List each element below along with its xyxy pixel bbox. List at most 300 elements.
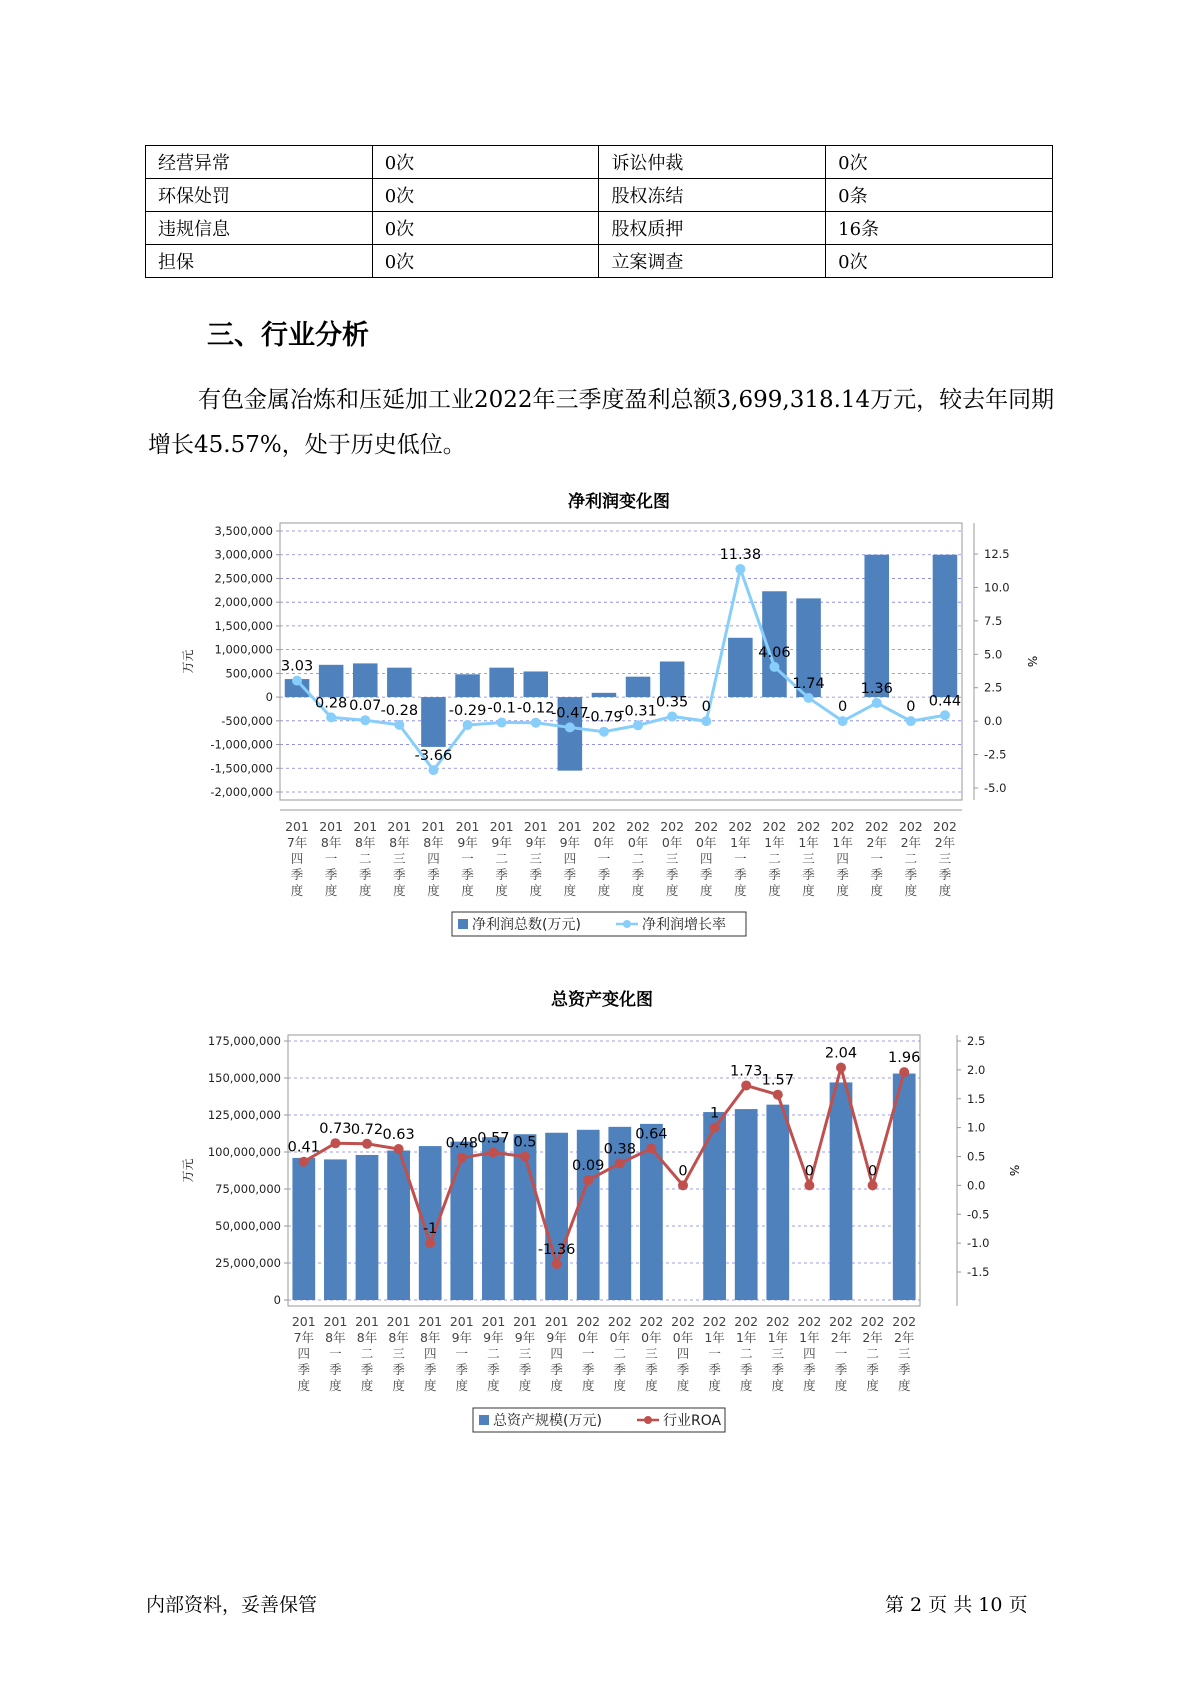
data-label: 0: [906, 699, 916, 716]
x-axis-category-label: [418, 1314, 442, 1393]
right-axis-tick-label: 1.0: [967, 1120, 986, 1135]
table-cell: 0次: [826, 146, 1053, 179]
line-point: [906, 716, 916, 726]
bar: [592, 693, 617, 697]
x-axis-category-label-line: 四: [676, 1346, 690, 1361]
data-label: 0: [701, 699, 711, 716]
x-axis-category-label: [353, 819, 377, 898]
x-axis-category-label-line: 202: [829, 1314, 853, 1329]
x-axis-category-label-line: 202: [765, 1314, 790, 1329]
line-point: [868, 1180, 878, 1190]
right-axis-tick-label: -2.5: [984, 747, 1007, 762]
x-axis-category-label-line: 201: [557, 819, 582, 834]
x-axis-category-label-line: 2年: [934, 835, 956, 850]
x-axis-category-label-line: 8年: [388, 1330, 409, 1345]
x-axis-category-label: [456, 819, 480, 898]
legend-line-marker: [623, 920, 631, 928]
x-axis-category-label-line: 201: [319, 819, 344, 834]
x-axis-category-label-line: 1年: [832, 835, 853, 850]
x-axis-category-label-line: 度: [870, 883, 884, 898]
x-axis-category-label-line: 202: [797, 1314, 822, 1329]
data-label: 1: [709, 1105, 720, 1122]
x-axis-category-label-line: 季: [771, 1362, 785, 1377]
x-axis-category-label-line: 一: [455, 1346, 469, 1361]
line-point: [394, 1144, 404, 1154]
x-axis-category-label-line: 8年: [423, 835, 444, 850]
x-axis-category-label: [450, 1314, 474, 1393]
x-axis-category-label-line: 一: [708, 1346, 721, 1361]
x-axis-category-label-line: 季: [870, 867, 884, 882]
table-cell: 经营异常: [146, 146, 373, 179]
x-axis-category-label-line: 二: [495, 851, 508, 866]
analysis-paragraph-text: 有色金属冶炼和压延加工业2022年三季度盈利总额3,699,318.14万元，较去年同期增长45.57%，处于历史低位。: [148, 387, 1055, 458]
x-axis-category-label: [524, 819, 548, 898]
bar: [577, 1130, 600, 1300]
x-axis-category-label-line: 度: [550, 1378, 563, 1393]
x-axis-category-label-line: 201: [387, 819, 412, 834]
table-cell: 0条: [826, 179, 1053, 212]
x-axis-category-label-line: 三: [802, 851, 815, 866]
bar: [387, 668, 412, 697]
x-axis-category-label: [829, 1314, 853, 1393]
x-axis-category-label-line: 202: [592, 819, 616, 834]
bar: [319, 665, 344, 697]
x-axis-category-label: [797, 1314, 821, 1393]
left-axis-tick-label: 3,000,000: [214, 547, 273, 562]
x-axis-category-label-line: 8年: [389, 835, 410, 850]
x-axis-category-label-line: 季: [866, 1362, 879, 1377]
x-axis-category-label-line: 0年: [696, 835, 717, 850]
left-axis-tick-label: 500,000: [225, 666, 273, 681]
x-axis-category-label-line: 度: [613, 1378, 627, 1393]
line-point: [599, 727, 609, 737]
x-axis-category-label: [639, 1314, 663, 1393]
x-axis-category-label-line: 202: [660, 819, 685, 834]
legend-line-marker: [644, 1416, 652, 1424]
table-cell: 0次: [826, 245, 1053, 278]
line-point: [531, 718, 541, 728]
x-axis-category-label-line: 201: [455, 819, 480, 834]
data-label: 0: [867, 1163, 878, 1180]
line-point: [520, 1152, 530, 1162]
bar: [292, 1158, 315, 1300]
x-axis-category-label-line: 度: [329, 1378, 342, 1393]
x-axis-category-label-line: 季: [897, 1362, 911, 1377]
data-label: 0.5: [513, 1134, 537, 1151]
line-point: [565, 722, 575, 732]
x-axis-category-label-line: 季: [904, 867, 918, 882]
x-axis-category-label-line: 0年: [672, 1330, 694, 1345]
data-label: -0.29: [448, 703, 487, 720]
plot-area-border: [280, 523, 962, 800]
x-axis-category-label-line: 季: [836, 867, 849, 882]
bar: [933, 555, 958, 697]
data-label: -1: [422, 1221, 438, 1238]
x-axis-category-label-line: 201: [285, 819, 309, 834]
x-axis-category-label-line: 202: [796, 819, 821, 834]
x-axis-category-label: [545, 1314, 569, 1393]
x-axis-category-label: [481, 1314, 505, 1393]
x-axis-category-label-line: 季: [631, 867, 645, 882]
right-axis-tick-label: 5.0: [984, 647, 1003, 662]
bar: [626, 677, 651, 697]
x-axis-category-label: [285, 819, 309, 898]
right-axis-tick-label: 1.5: [967, 1091, 986, 1106]
table-cell: 0次: [372, 146, 599, 179]
x-axis-category-label-line: 一: [597, 851, 611, 866]
data-label: 2.04: [824, 1045, 858, 1062]
line-point: [646, 1143, 656, 1153]
bar: [735, 1109, 758, 1300]
x-axis-category-label-line: 季: [734, 867, 747, 882]
x-axis-category-label-line: 季: [768, 867, 781, 882]
x-axis-category-label-line: 度: [699, 883, 713, 898]
x-axis-category-label-line: 1年: [735, 1330, 757, 1345]
table-cell: 立案调查: [599, 245, 826, 278]
left-axis-tick-label: 2,000,000: [214, 595, 273, 610]
x-axis-category-label: [892, 1314, 916, 1393]
x-axis-category-label-line: 四: [423, 1346, 437, 1361]
left-axis-tick-label: 0: [265, 690, 273, 705]
x-axis-category-label-line: 度: [665, 883, 679, 898]
x-axis-category-label-line: 季: [529, 867, 543, 882]
data-label: -0.28: [380, 702, 419, 719]
x-axis-category-label-line: 度: [358, 883, 372, 898]
x-axis-category-label-line: 季: [581, 1362, 595, 1377]
line-point: [326, 712, 336, 722]
x-axis-category-label-line: 202: [607, 1314, 632, 1329]
x-axis-category-label-line: 9年: [546, 1330, 567, 1345]
table-cell: 环保处罚: [146, 179, 373, 212]
line-point: [667, 711, 677, 721]
x-axis-category-label-line: 1年: [704, 1330, 725, 1345]
line-point: [773, 1090, 783, 1100]
x-axis-category-label-line: 季: [708, 1362, 721, 1377]
x-axis-category-label-line: 三: [392, 1346, 405, 1361]
x-axis-category-label-line: 202: [626, 819, 650, 834]
line-point: [633, 720, 643, 730]
bar: [455, 674, 480, 697]
bar: [545, 1133, 568, 1300]
x-axis-category-label-line: 201: [449, 1314, 474, 1329]
footer-page-number: 第 2 页 共 10 页: [885, 1594, 1028, 1616]
right-axis-tick-label: 2.0: [967, 1062, 986, 1077]
x-axis-category-label-line: 202: [860, 1314, 885, 1329]
x-axis-category-label-line: 0年: [593, 835, 615, 850]
x-axis-category-label-line: 9年: [457, 835, 478, 850]
legend-line-label: 行业ROA: [663, 1413, 722, 1429]
x-axis-category-label-line: 季: [803, 1362, 816, 1377]
x-axis-category-label-line: 0年: [577, 1330, 599, 1345]
data-label: 0.38: [603, 1141, 636, 1158]
x-axis-category-label: [355, 1314, 379, 1393]
x-axis-category-label-line: 202: [892, 1314, 917, 1329]
x-axis-category-label-line: 度: [771, 1378, 785, 1393]
x-axis-category-label-line: 四: [550, 1346, 563, 1361]
x-axis-category-label-line: 度: [597, 883, 611, 898]
data-label: 0.35: [656, 694, 689, 711]
x-axis-category-label: [490, 819, 514, 898]
x-axis-category-label-line: 度: [563, 883, 577, 898]
left-axis-tick-label: -2,000,000: [210, 785, 273, 799]
right-axis-tick-label: 2.5: [967, 1034, 986, 1048]
legend-line-label: 净利润增长率: [642, 917, 726, 933]
x-axis-category-label-line: 季: [563, 867, 577, 882]
x-axis-category-label-line: 季: [518, 1362, 532, 1377]
x-axis-category-label-line: 季: [597, 867, 611, 882]
x-axis-category-label: [728, 819, 752, 898]
x-axis-category-label-line: 1年: [764, 835, 785, 850]
right-axis-tick-label: 0.0: [984, 714, 1003, 729]
data-label: 1.57: [761, 1072, 794, 1089]
x-axis-category-label-line: 度: [518, 1378, 532, 1393]
x-axis-category-label-line: 度: [836, 883, 849, 898]
data-label: -0.1: [487, 700, 516, 717]
x-axis-category-label-line: 四: [427, 851, 440, 866]
x-axis-category-label-line: 0年: [641, 1330, 662, 1345]
x-axis-category-label-line: 度: [904, 883, 918, 898]
x-axis-category-label: [323, 1314, 347, 1393]
data-label: 1.36: [860, 680, 893, 697]
x-axis-category-label-line: 度: [631, 883, 645, 898]
data-label: 0.57: [477, 1130, 510, 1147]
x-axis-category-label-line: 度: [423, 1378, 437, 1393]
section-heading: 三、行业分析: [207, 320, 369, 351]
line-point: [583, 1175, 593, 1185]
left-axis-tick-label: 75,000,000: [215, 1182, 281, 1196]
x-axis-category-label-line: 度: [866, 1378, 879, 1393]
x-axis-category-label-line: 9年: [514, 1330, 536, 1345]
x-axis-category-label-line: 度: [529, 883, 543, 898]
bar: [421, 697, 446, 747]
line-point: [463, 720, 473, 730]
data-label: -0.79: [585, 709, 623, 726]
data-label: -3.66: [414, 748, 453, 765]
legend-bar-label: 总资产规模(万元): [493, 1413, 602, 1429]
left-axis-tick-label: 1,500,000: [214, 618, 273, 633]
right-axis-title: %: [1025, 655, 1039, 668]
x-axis-category-label: [797, 819, 821, 898]
table-row: [146, 212, 1053, 245]
left-axis-tick-label: 0: [273, 1293, 281, 1307]
x-axis-category-label-line: 202: [639, 1314, 664, 1329]
x-axis-category-label: [766, 1314, 790, 1393]
x-axis-category-label-line: 9年: [483, 1330, 504, 1345]
x-axis-category-label: [831, 819, 855, 898]
x-axis-category-label-line: 一: [581, 1346, 595, 1361]
x-axis-category-label: [422, 819, 446, 898]
data-label: 0: [678, 1163, 688, 1180]
x-axis-category-label-line: 度: [290, 883, 304, 898]
x-axis-category-label-line: 季: [455, 1362, 469, 1377]
table-cell: 0次: [372, 245, 599, 278]
x-axis-category-label-line: 季: [329, 1362, 342, 1377]
x-axis-category-label-line: 202: [702, 1314, 727, 1329]
table-cell: 0次: [372, 212, 599, 245]
left-axis-tick-label: 1,000,000: [214, 642, 273, 657]
right-axis-tick-label: 0.5: [967, 1149, 986, 1164]
x-axis-category-label-line: 度: [360, 1378, 374, 1393]
data-label: 0.44: [928, 693, 962, 710]
data-label: 1.74: [792, 675, 825, 692]
data-label: 0.64: [635, 1126, 668, 1143]
data-label: -1.36: [537, 1241, 576, 1258]
x-axis-category-label-line: 9年: [525, 835, 546, 850]
risk-summary-table: [145, 145, 1053, 278]
x-axis-category-label-line: 201: [513, 1314, 537, 1329]
right-axis-title: %: [1007, 1164, 1021, 1177]
line-point: [457, 1153, 467, 1163]
x-axis-category-label-line: 一: [870, 851, 884, 866]
right-axis-tick-label: 7.5: [984, 613, 1003, 628]
x-axis-category-label-line: 度: [461, 883, 474, 898]
x-axis-category-label-line: 201: [418, 1314, 443, 1329]
line-point: [360, 715, 370, 725]
x-axis-category-label-line: 201: [386, 1314, 411, 1329]
data-label: 1.96: [888, 1050, 921, 1067]
x-axis-category-label-line: 202: [864, 819, 889, 834]
x-axis-category-label-line: 201: [421, 819, 446, 834]
data-label: 4.06: [758, 644, 791, 661]
table-row: [146, 179, 1053, 212]
x-axis-category-label-line: 1年: [767, 1330, 789, 1345]
line-point: [836, 1063, 846, 1073]
bar: [450, 1142, 473, 1300]
x-axis-category-label-line: 度: [495, 883, 508, 898]
line-point: [804, 1180, 814, 1190]
left-axis-title: 万元: [181, 649, 195, 674]
total-assets-chart: [0, 990, 1191, 1470]
x-axis-category-label-line: 8年: [355, 835, 376, 850]
left-axis-tick-label: 25,000,000: [215, 1256, 281, 1270]
data-label: 0.41: [287, 1139, 320, 1156]
x-axis-category-label-line: 四: [803, 1346, 816, 1361]
bar: [728, 638, 753, 697]
x-axis-category-label-line: 度: [581, 1378, 595, 1393]
x-axis-category-label-line: 度: [297, 1378, 311, 1393]
line-point: [710, 1123, 720, 1133]
x-axis-category-label-line: 二: [768, 851, 781, 866]
x-axis-category-label-line: 三: [518, 1346, 532, 1361]
x-axis-category-label-line: 季: [393, 867, 406, 882]
line-point: [838, 716, 848, 726]
bar: [482, 1137, 505, 1300]
x-axis-category-label: [734, 1314, 758, 1393]
x-axis-category-label: [933, 819, 957, 898]
x-axis-category-label-line: 201: [481, 1314, 506, 1329]
x-axis-category-label-line: 8年: [419, 1330, 441, 1345]
x-axis-category-label-line: 201: [544, 1314, 569, 1329]
x-axis-category-label: [660, 819, 684, 898]
bar: [353, 663, 378, 697]
x-axis-category-label: [292, 1314, 316, 1393]
x-axis-category-label-line: 度: [427, 883, 440, 898]
x-axis-category-label-line: 度: [734, 883, 747, 898]
x-axis-category-label-line: 二: [487, 1346, 500, 1361]
x-axis-category-label-line: 二: [360, 1346, 374, 1361]
x-axis-category-label-line: 二: [739, 1346, 753, 1361]
right-axis-tick-label: 10.0: [984, 580, 1010, 595]
x-axis-category-label-line: 季: [423, 1362, 437, 1377]
left-axis-tick-label: 3,500,000: [214, 524, 273, 538]
legend-bar-swatch: [479, 1415, 489, 1425]
x-axis-category-label-line: 202: [671, 1314, 695, 1329]
x-axis-category-label: [576, 1314, 600, 1393]
left-axis-tick-label: 2,500,000: [214, 571, 273, 586]
footer-confidential-note: 内部资料，妥善保管: [146, 1594, 318, 1616]
bar: [356, 1155, 379, 1300]
x-axis-category-label-line: 季: [938, 867, 952, 882]
x-axis-category-label: [763, 819, 787, 898]
line-point: [552, 1259, 562, 1269]
data-label: 0.72: [350, 1121, 384, 1138]
right-axis-tick-label: -0.5: [967, 1207, 990, 1222]
x-axis-category-label-line: 一: [734, 851, 747, 866]
x-axis-category-label-line: 度: [708, 1378, 721, 1393]
x-axis-category-label: [319, 819, 343, 898]
x-axis-category-label-line: 二: [866, 1346, 879, 1361]
x-axis-category-label-line: 201: [323, 1314, 348, 1329]
line-point: [497, 717, 507, 727]
table-cell: 违规信息: [146, 212, 373, 245]
line-point: [769, 662, 779, 672]
data-label: -0.12: [516, 700, 555, 717]
bar: [766, 1105, 789, 1300]
x-axis-category-label-line: 三: [771, 1346, 785, 1361]
x-axis-category-label: [387, 819, 411, 898]
right-axis-tick-label: -1.5: [967, 1265, 990, 1279]
x-axis-category-label-line: 四: [563, 851, 577, 866]
chart-title: 净利润变化图: [568, 492, 670, 512]
line-point: [615, 1158, 625, 1168]
x-axis-category-label-line: 四: [836, 851, 849, 866]
x-axis-category-label-line: 7年: [286, 835, 308, 850]
x-axis-category-label-line: 202: [694, 819, 719, 834]
x-axis-category-label-line: 二: [904, 851, 918, 866]
x-axis-category-label-line: 季: [613, 1362, 627, 1377]
x-axis-category-label-line: 度: [392, 1378, 405, 1393]
x-axis-category-label-line: 四: [297, 1346, 311, 1361]
analysis-paragraph: [148, 378, 1068, 468]
x-axis-category-label-line: 三: [393, 851, 406, 866]
line-point: [299, 1157, 309, 1167]
right-axis-tick-label: 2.5: [984, 680, 1003, 695]
line-point: [362, 1139, 372, 1149]
line-point: [899, 1067, 909, 1077]
line-point: [330, 1138, 340, 1148]
x-axis-category-label-line: 202: [898, 819, 923, 834]
x-axis-category-label-line: 季: [550, 1362, 563, 1377]
x-axis-category-label-line: 季: [358, 867, 372, 882]
line-point: [735, 564, 745, 574]
table-row: [146, 146, 1053, 179]
x-axis-category-label-line: 0年: [627, 835, 649, 850]
line-point: [741, 1080, 751, 1090]
data-label: 0.07: [349, 698, 382, 715]
x-axis-category-label-line: 季: [739, 1362, 753, 1377]
table-cell: 股权质押: [599, 212, 826, 245]
bar: [489, 668, 514, 697]
net-profit-chart: [0, 490, 1191, 960]
data-label: 0: [838, 699, 848, 716]
x-axis-category-label-line: 季: [392, 1362, 405, 1377]
x-axis-category-label-line: 四: [290, 851, 304, 866]
data-label: -0.31: [619, 703, 657, 720]
x-axis-category-label-line: 2年: [866, 835, 887, 850]
line-point: [678, 1180, 688, 1190]
right-axis-tick-label: 0.0: [967, 1178, 986, 1193]
line-point: [488, 1147, 498, 1157]
